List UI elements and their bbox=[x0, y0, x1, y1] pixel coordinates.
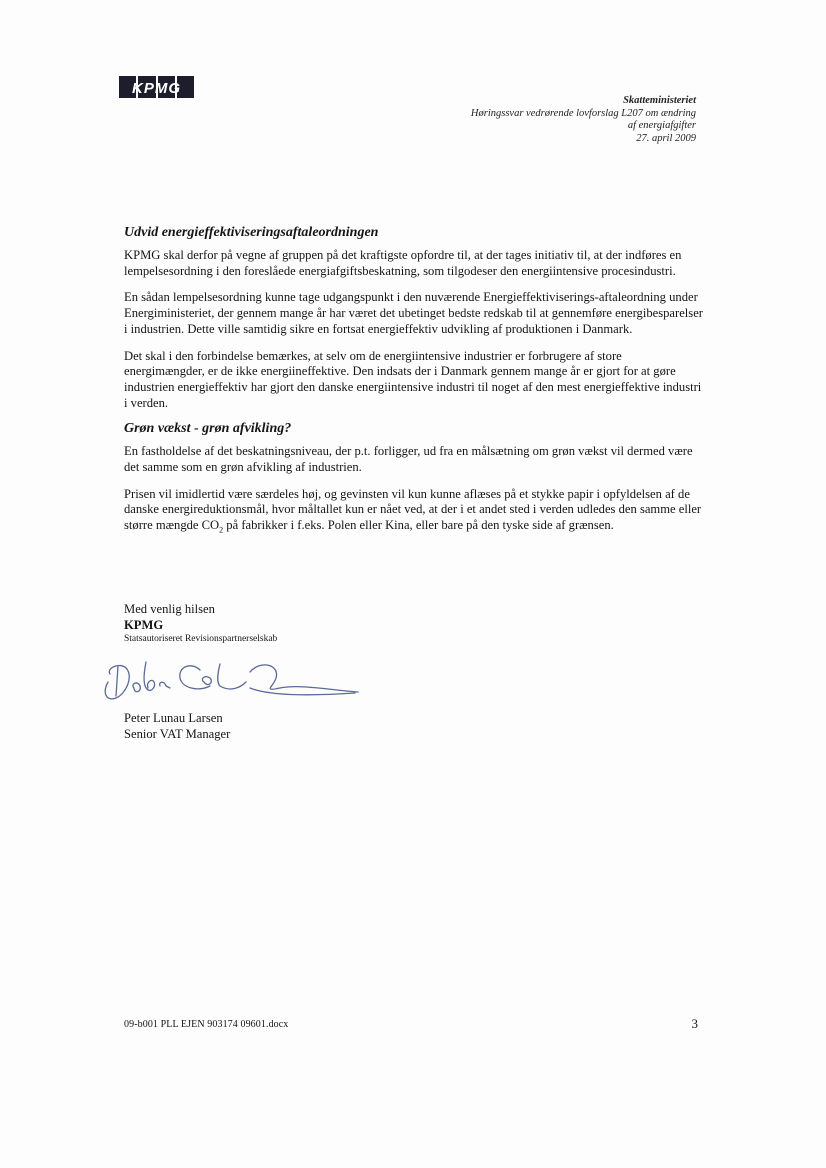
paragraph-co2 bbox=[124, 487, 704, 539]
letter-body bbox=[124, 224, 704, 549]
subject-line-1: Høringssvar vedrørende lovforslag L207 om ændring bbox=[470, 107, 696, 119]
signer-block bbox=[124, 710, 230, 742]
handwritten-signature bbox=[100, 652, 365, 707]
signoff-block bbox=[124, 602, 277, 646]
paragraph: KPMG skal derfor på vegne af gruppen på det kraftigste opfordre til, at der tages initiativ til, at der indføres en lempelsesordning i den foreslåede energiafgiftsbeskatning, som tilgodeser den energiintensive procesindustri. bbox=[124, 248, 682, 278]
paragraph: En fastholdelse af det beskatningsniveau, der p.t. forligger, ud fra en målsætning om grøn vækst vil dermed være det samme som en grøn afvikling af industrien. bbox=[124, 444, 693, 475]
section-heading: Udvid energieffektiviseringsaftaleordningen bbox=[124, 225, 379, 240]
logo-text: KPMG bbox=[132, 80, 181, 97]
letter-date: 27. april 2009 bbox=[636, 132, 696, 144]
company-subtitle: Statsautoriseret Revisionspartnerselskab bbox=[124, 634, 278, 644]
greeting: Med venlig hilsen bbox=[124, 602, 215, 616]
paragraph: En sådan lempelsesordning kunne tage udgangspunkt i den nuværende Energieffektiviserings-aftaleordning under Energiministeriet, der gennem mange år har været det ubetinget bedste redskab til at gennemføre energibesparelser i industrien. Dette ville samtidig sikre en fortsat energieffektiv udvikling af produktionen i Danmark. bbox=[124, 290, 703, 336]
signer-title: Senior VAT Manager bbox=[124, 727, 231, 741]
paragraph-text: på fabrikker i f.eks. Polen eller Kina, eller bare på den tyske side af grænsen. bbox=[223, 518, 614, 533]
paragraph: Det skal i den forbindelse bemærkes, at selv om de energiintensive industrier er forbrugere af store energimængder, er de ikke energiineffektive. Den indsats der i Danmark gennem mange år er gjort for at gøre industrien energieffektiv har gjort den danske energiintensive industri til noget af den mest energieffektive industri i verden. bbox=[124, 348, 702, 410]
letter-header bbox=[471, 95, 696, 145]
recipient: Skatteministeriet bbox=[623, 95, 696, 106]
company-name: KPMG bbox=[124, 617, 164, 632]
subject-line-2: af energiafgifter bbox=[627, 120, 696, 131]
section-heading: Grøn vækst - grøn afvikling? bbox=[124, 421, 292, 437]
page-number: 3 bbox=[691, 1016, 698, 1031]
document-reference: 09-b001 PLL EJEN 903174 09601.docx bbox=[124, 1019, 289, 1030]
signer-name: Peter Lunau Larsen bbox=[124, 711, 223, 725]
co2-subscript: 2 bbox=[219, 525, 224, 535]
paragraph-text: Prisen vil imidlertid være særdeles høj, og gevinsten vil kun kunne aflæses på et stykke papir i opfyldelsen af de danske energireduktionsmål, hvor måltallet kun er nået ved, at der i et andet sted i verden udledes den samme eller større mængde CO bbox=[124, 486, 702, 533]
